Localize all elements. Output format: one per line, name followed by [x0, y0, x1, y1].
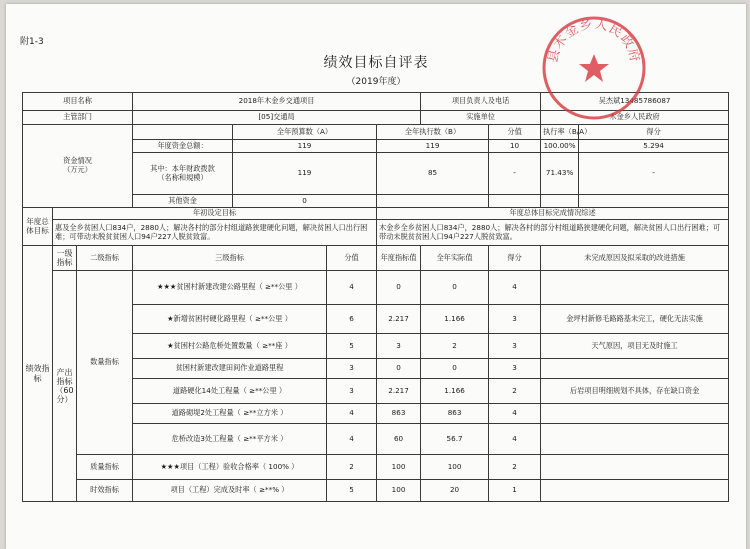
perf-row-l3: ★新增贫困村硬化路里程（ ≥**公里 ）	[133, 305, 327, 334]
perf-row-gain: 3	[489, 334, 541, 359]
funds-row-budget: 119	[233, 153, 377, 195]
perf-row-target: 2.217	[377, 305, 421, 334]
perf-row	[23, 271, 729, 305]
funds-row-exec: 85	[377, 153, 489, 195]
funds-col-exec: 全年执行数（B）	[377, 125, 489, 140]
perf-row-l3: 道路砌堤2处工程量（ ≥**立方米 ）	[133, 404, 327, 424]
impl-label: 实施单位	[421, 111, 541, 125]
dept-row	[23, 111, 729, 125]
perf-row-reason	[541, 480, 729, 502]
goal-done-header: 年度总体目标完成情况综述	[377, 208, 729, 220]
responsible-value: 吴杰斌13485786087	[541, 93, 729, 111]
perf-row-l3: 项目（工程）完成及时率（ ≥**% ）	[133, 480, 327, 502]
impl-value: 木金乡人民政府	[541, 111, 729, 125]
document-page	[6, 4, 746, 549]
funds-row-gain: -	[579, 153, 729, 195]
project-name-value: 2018年木金乡交通项目	[133, 93, 421, 111]
dept-value: [05]交通局	[133, 111, 421, 125]
perf-row-score: 4	[327, 271, 377, 305]
seal-text: 县木金乡人民政府	[545, 16, 643, 65]
perf-row-reason: 金坪村新修毛路路基未完工，硬化无法实施	[541, 305, 729, 334]
perf-col-actual: 全年实际值	[421, 246, 489, 271]
perf-row-reason	[541, 271, 729, 305]
evaluation-table	[22, 92, 729, 502]
perf-row-gain: 3	[489, 305, 541, 334]
perf-row-gain: 3	[489, 359, 541, 379]
perf-row-target: 0	[377, 359, 421, 379]
funds-row-label: 年度资金总额：	[133, 140, 233, 153]
perf-row-gain: 1	[489, 480, 541, 502]
funds-row-exec: 119	[377, 140, 489, 153]
perf-col-l2: 二级指标	[77, 246, 133, 271]
quality-label: 质量指标	[77, 455, 133, 480]
goal-done-text: 木金乡全乡贫困人口834户，2880人；解决各村的部分村组道路狭建硬化问题，解决贫困人口出行困难；可带动未脱贫贫困人口94户227人脱贫致富。	[377, 220, 729, 246]
time-label: 时效指标	[77, 480, 133, 502]
perf-row-actual: 1.166	[421, 379, 489, 404]
attachment-number: 附1-3	[20, 37, 44, 47]
funds-row-label: 其中：本年财政拨款 （名称和規模）	[133, 153, 233, 195]
perf-row-reason	[541, 404, 729, 424]
perf-row-actual: 56.7	[421, 424, 489, 455]
project-row	[23, 93, 729, 111]
funds-header-row	[23, 125, 729, 140]
perf-col-l1: 一级指标	[53, 246, 77, 271]
funds-row-rate: 71.43%	[541, 153, 579, 195]
dept-label: 主管部门	[23, 111, 133, 125]
goal-set-header: 年初设定目标	[53, 208, 377, 220]
perf-row-gain: 2	[489, 379, 541, 404]
perf-row-l3: 道路硬化14处工程量（ ≥**公里 ）	[133, 379, 327, 404]
perf-row-target: 3	[377, 334, 421, 359]
perf-row-actual: 20	[421, 480, 489, 502]
project-name-label: 项目名称	[23, 93, 133, 111]
funds-row-gain	[579, 195, 729, 208]
perf-row-gain: 4	[489, 424, 541, 455]
page-year: （2019年度）	[346, 77, 406, 87]
perf-row-gain: 4	[489, 271, 541, 305]
perf-row-l3: 贫困村新建改建田间作业道路里程	[133, 359, 327, 379]
perf-row-target: 863	[377, 404, 421, 424]
perf-row-actual: 2	[421, 334, 489, 359]
goal-side-label: 年度总体目标	[23, 208, 53, 246]
output-label: 产出指标（60分）	[53, 271, 77, 502]
perf-col-target: 年度指标值	[377, 246, 421, 271]
perf-row-score: 3	[327, 359, 377, 379]
perf-col-gain: 得分	[489, 246, 541, 271]
perf-row-gain: 2	[489, 455, 541, 480]
funds-row-rate	[541, 195, 579, 208]
perf-row-actual: 100	[421, 455, 489, 480]
funds-col-rate: 执行率（B/A）	[541, 125, 579, 140]
perf-row-target: 100	[377, 455, 421, 480]
funds-row-label: 其他资金	[133, 195, 233, 208]
perf-row-score: 4	[327, 404, 377, 424]
perf-row	[23, 455, 729, 480]
perf-row	[23, 480, 729, 502]
perf-row-l3: ★贫困村公路危桥处置数量（ ≥**座 ）	[133, 334, 327, 359]
perf-row-reason: 天气原因，项目无及时施工	[541, 334, 729, 359]
funds-col-score: 分值	[489, 125, 541, 140]
perf-row-score: 2	[327, 455, 377, 480]
goal-set-text: 惠及全乡贫困人口834户，2880人；解决各村的部分村组道路狭建硬化问题，解决贫困人口出行困难；可带动未脱贫贫困人口94户227人脱贫致富。	[53, 220, 377, 246]
perf-row-score: 5	[327, 334, 377, 359]
funds-row-budget: 119	[233, 140, 377, 153]
funds-row-rate: 100.00%	[541, 140, 579, 153]
goal-text-row	[23, 220, 729, 246]
qty-label: 数量指标	[77, 271, 133, 455]
perf-col-reason: 未完成原因及拟采取的改进措施	[541, 246, 729, 271]
funds-col-gain: 得分	[579, 125, 729, 140]
page-title: 绩效目标自评表	[323, 55, 429, 71]
perf-row-reason	[541, 359, 729, 379]
perf-row-score: 6	[327, 305, 377, 334]
perf-row-reason	[541, 424, 729, 455]
perf-row-l3: ★★★贫困村新建改建公路里程（ ≥**公里 ）	[133, 271, 327, 305]
goal-header-row	[23, 208, 729, 220]
funds-row-score: 10	[489, 140, 541, 153]
perf-row-target: 60	[377, 424, 421, 455]
perf-header-row	[23, 246, 729, 271]
perf-side-label: 绩效指标	[23, 246, 53, 502]
perf-row-actual: 0	[421, 271, 489, 305]
perf-row-score: 5	[327, 480, 377, 502]
perf-row-actual: 1.166	[421, 305, 489, 334]
perf-row-actual: 863	[421, 404, 489, 424]
perf-row-l3: 危桥改造3处工程量（ ≥**平方米 ）	[133, 424, 327, 455]
perf-row-target: 2.217	[377, 379, 421, 404]
perf-col-l3: 三级指标	[133, 246, 327, 271]
funds-row-score: -	[489, 153, 541, 195]
funds-row-budget: 0	[233, 195, 377, 208]
perf-row-actual: 0	[421, 359, 489, 379]
perf-row-score: 4	[327, 424, 377, 455]
funds-col-budget: 全年预算数（A）	[233, 125, 377, 140]
perf-row-gain: 4	[489, 404, 541, 424]
funds-row-score	[489, 195, 541, 208]
perf-row-reason	[541, 455, 729, 480]
perf-row-target: 0	[377, 271, 421, 305]
perf-row-target: 100	[377, 480, 421, 502]
perf-col-score: 分值	[327, 246, 377, 271]
funds-label: 资金情况 （万元）	[23, 125, 133, 208]
responsible-label: 项目负责人及电话	[421, 93, 541, 111]
funds-row-exec	[377, 195, 489, 208]
perf-row-reason: 后岩项目明细规划不具体，存在缺口资金	[541, 379, 729, 404]
funds-row-gain: 5.294	[579, 140, 729, 153]
perf-row-score: 3	[327, 379, 377, 404]
perf-row-l3: ★★★项目（工程）验收合格率（ 100% ）	[133, 455, 327, 480]
